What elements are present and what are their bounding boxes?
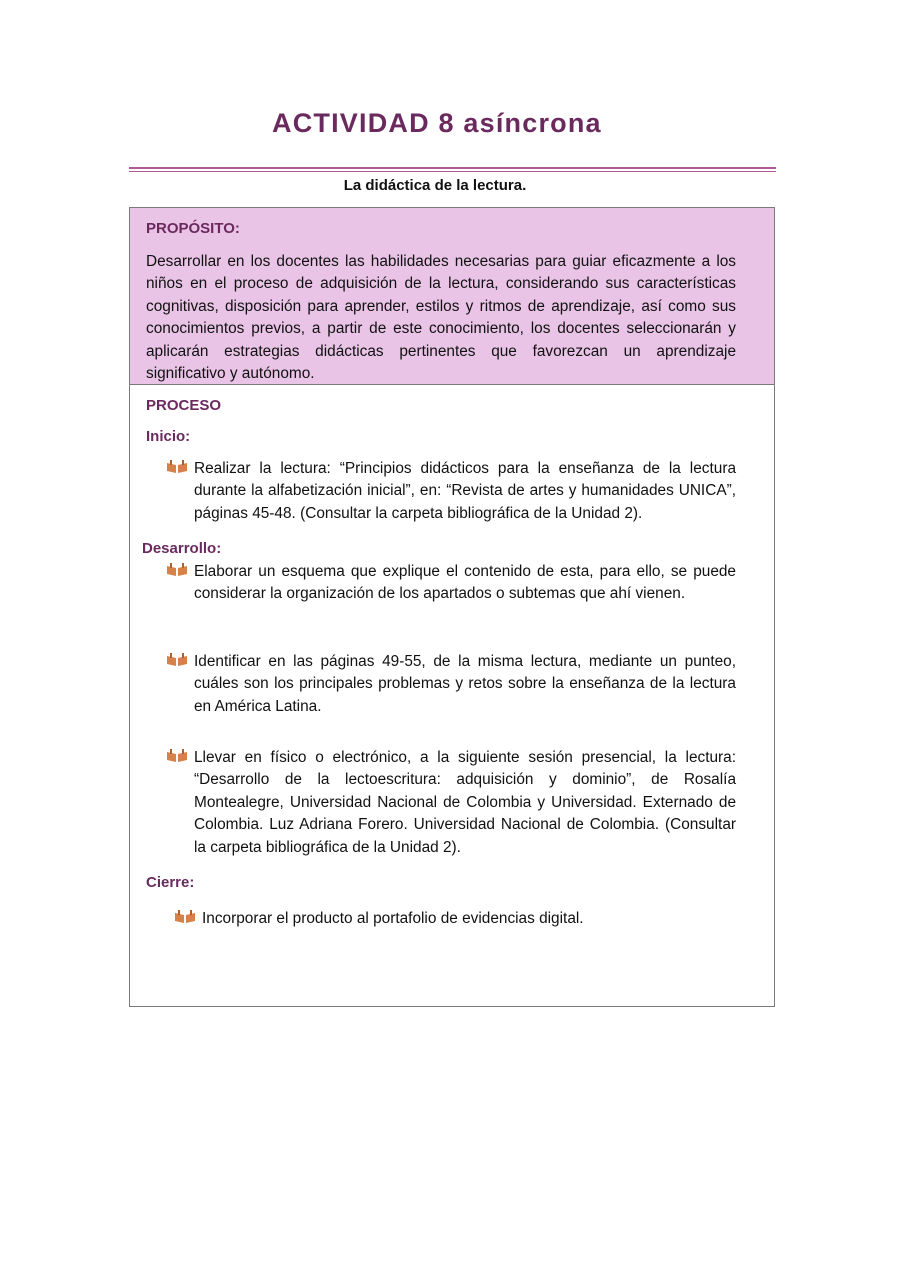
book-bullet-icon [166, 749, 188, 763]
page-title: ACTIVIDAD 8 asíncrona [272, 108, 602, 138]
list-item-text: Realizar la lectura: “Principios didácticos para la enseñanza de la lectura durante la alfabetización inicial”, en: “Revista de artes y humanidades UNICA”, páginas 45-48. (Consultar la carpeta bibliográfica de la Unidad 2). [194, 460, 736, 522]
cierre-heading: Cierre: [146, 874, 195, 891]
list-item-text: Identificar en las páginas 49-55, de la misma lectura, mediante un punteo, cuáles son los principales problemas y retos sobre la enseñanza de la lectura en América Latina. [194, 653, 736, 715]
desarrollo-heading: Desarrollo: [142, 540, 222, 557]
list-item-text: Incorporar el producto al portafolio de evidencias digital. [202, 910, 584, 927]
purpose-section [130, 208, 774, 385]
list-item-text: Elaborar un esquema que explique el contenido de esta, para ello, se puede considerar la organización de los apartados o subtemas que ahí vienen. [194, 563, 736, 603]
activity-box [129, 207, 775, 1007]
title-rule-top [129, 167, 776, 169]
inicio-heading: Inicio: [146, 428, 191, 445]
purpose-heading: PROPÓSITO: [146, 220, 240, 237]
book-bullet-icon [174, 910, 196, 924]
book-bullet-icon [166, 653, 188, 667]
list-item-text: Llevar en físico o electrónico, a la siguiente sesión presencial, la lectura: “Desarrollo de la lectoescritura: adquisición y dominio”, de Rosalía Montealegre, Universidad Nacional de Colombia y Universidad. Externado de Colombia. Luz Adriana Forero. Universidad Nacional de Colombia. (Consultar la carpeta bibliográfica de la Unidad 2). [194, 749, 736, 856]
book-bullet-icon [166, 460, 188, 474]
title-rule-bottom [129, 171, 776, 172]
purpose-text: Desarrollar en los docentes las habilidades necesarias para guiar eficazmente a los niños en el proceso de adquisición de la lectura, considerando sus características cognitivas, disposición para aprender, estilos y ritmos de aprendizaje, así como sus conocimientos previos, a partir de este conocimiento, los docentes seleccionarán y aplicarán estrategias didácticas pertinentes que favorezcan un aprendizaje significativo y autónomo. [146, 253, 736, 383]
book-bullet-icon [166, 563, 188, 577]
process-heading: PROCESO [146, 397, 222, 414]
page-subtitle: La didáctica de la lectura. [343, 177, 527, 194]
